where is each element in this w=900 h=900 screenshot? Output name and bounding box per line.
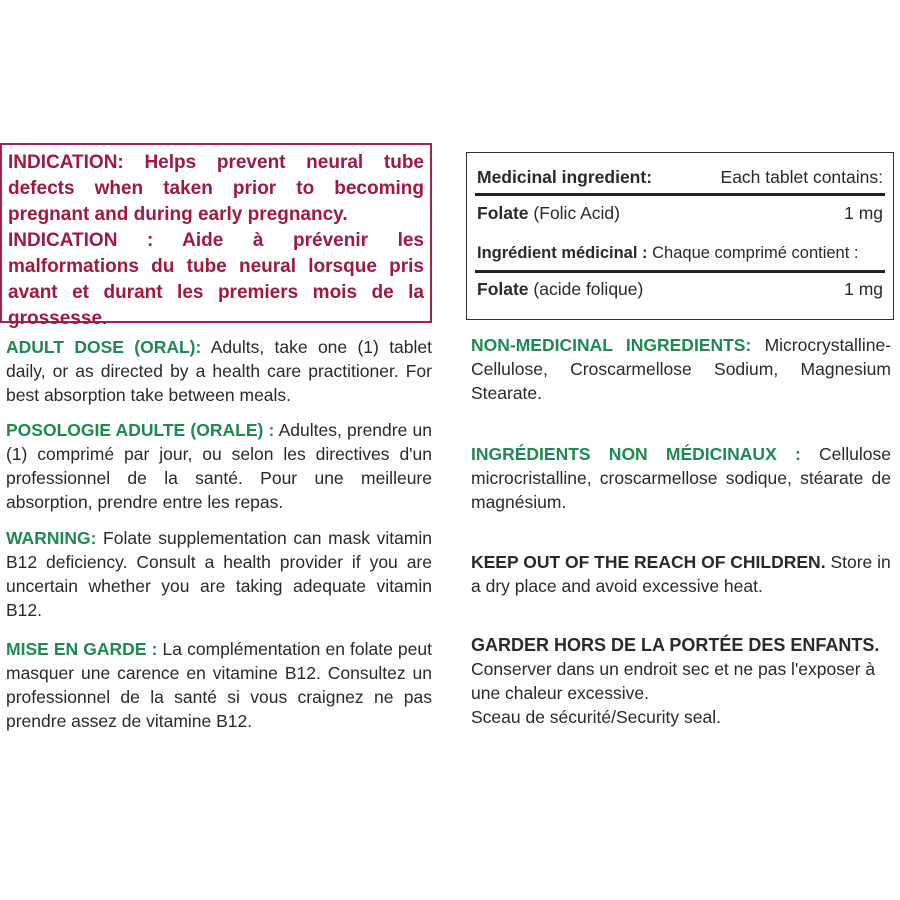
posologie-section	[6, 418, 432, 514]
garder-text: Conserver dans un endroit sec et ne pas l'exposer à une chaleur excessive.	[471, 659, 876, 703]
ingredient-medicinal-label: Ingrédient médicinal :	[477, 244, 648, 262]
indication-en	[8, 150, 424, 228]
warning-text: Folate supplementation can mask vitamin B12 deficiency. Consult a health provider if you are uncertain whether you are taking adequate vitamin B12.	[6, 528, 432, 620]
non-medicinal-label: NON-MEDICINAL INGREDIENTS:	[471, 335, 752, 355]
table-row-en	[477, 203, 883, 224]
indication-fr	[8, 228, 424, 332]
mise-en-garde-text: La complémentation en folate peut masquer une carence en vitamine B12. Consultez un professionnel de la santé si vous craignez ne pas prendre assez de vitamine B12.	[6, 639, 432, 731]
indication-fr-label: INDICATION :	[8, 230, 154, 251]
mise-en-garde-section	[6, 637, 432, 733]
keep-out-section	[471, 550, 891, 598]
keep-out-label: KEEP OUT OF THE REACH OF CHILDREN.	[471, 552, 826, 572]
adult-dose-text: Adults, take one (1) tablet daily, or as directed by a health care practitioner. For best absorption take between meals.	[6, 337, 433, 405]
indication-en-text: Helps prevent neural tube defects when taken prior to becoming pregnant and during early pregnancy.	[8, 152, 424, 225]
adult-dose-label: ADULT DOSE (ORAL):	[6, 337, 202, 357]
chaque-comprime-contient: Chaque comprimé contient :	[652, 244, 859, 262]
security-seal-text: Sceau de sécurité/Security seal.	[471, 707, 721, 727]
each-tablet-contains: Each tablet contains:	[720, 167, 883, 187]
non-medicinal-section	[471, 333, 891, 405]
folate-detail-fr: (acide folique)	[533, 279, 644, 299]
posologie-label: POSOLOGIE ADULTE (ORALE) :	[6, 420, 275, 440]
folate-amount-fr: 1 mg	[844, 279, 883, 299]
table-rule	[475, 193, 885, 196]
adult-dose-section	[6, 335, 432, 407]
keep-out-text: Store in a dry place and avoid excessive heat.	[471, 552, 891, 596]
non-medicinaux-section	[471, 442, 891, 514]
garder-section	[471, 633, 891, 729]
folate-name-fr: Folate	[477, 279, 529, 299]
indication-box	[0, 143, 432, 329]
indication-fr-text: Aide à prévenir les malformations du tube neural lorsque pris avant et durant les premiers mois de la grossesse.	[8, 230, 424, 329]
folate-detail-en: (Folic Acid)	[533, 203, 620, 223]
table-row-fr	[477, 279, 883, 300]
table-header-fr	[477, 244, 883, 263]
posologie-text: Adultes, prendre un (1) comprimé par jour, ou selon les directives d'un professionnel de la santé. Pour une meilleure absorption, prendre entre les repas.	[6, 420, 432, 512]
medicinal-ingredient-table	[466, 152, 894, 320]
medicinal-ingredient-label: Medicinal ingredient:	[477, 167, 653, 187]
garder-label: GARDER HORS DE LA PORTÉE DES ENFANTS.	[471, 635, 880, 655]
non-medicinaux-label: INGRÉDIENTS NON MÉDICINAUX :	[471, 444, 801, 464]
warning-section	[6, 526, 432, 622]
mise-en-garde-label: MISE EN GARDE :	[6, 639, 158, 659]
non-medicinaux-text: Cellulose microcristalline, croscarmellose sodique, stéarate de magnésium.	[471, 444, 891, 512]
indication-en-label: INDICATION:	[8, 152, 124, 173]
non-medicinal-text: Microcrystalline-Cellulose, Croscarmellose Sodium, Magnesium Stearate.	[471, 335, 891, 403]
warning-label: WARNING:	[6, 528, 97, 548]
table-rule	[475, 270, 885, 273]
folate-name-en: Folate	[477, 203, 529, 223]
folate-amount-en: 1 mg	[844, 203, 883, 223]
table-header-en	[477, 167, 883, 188]
